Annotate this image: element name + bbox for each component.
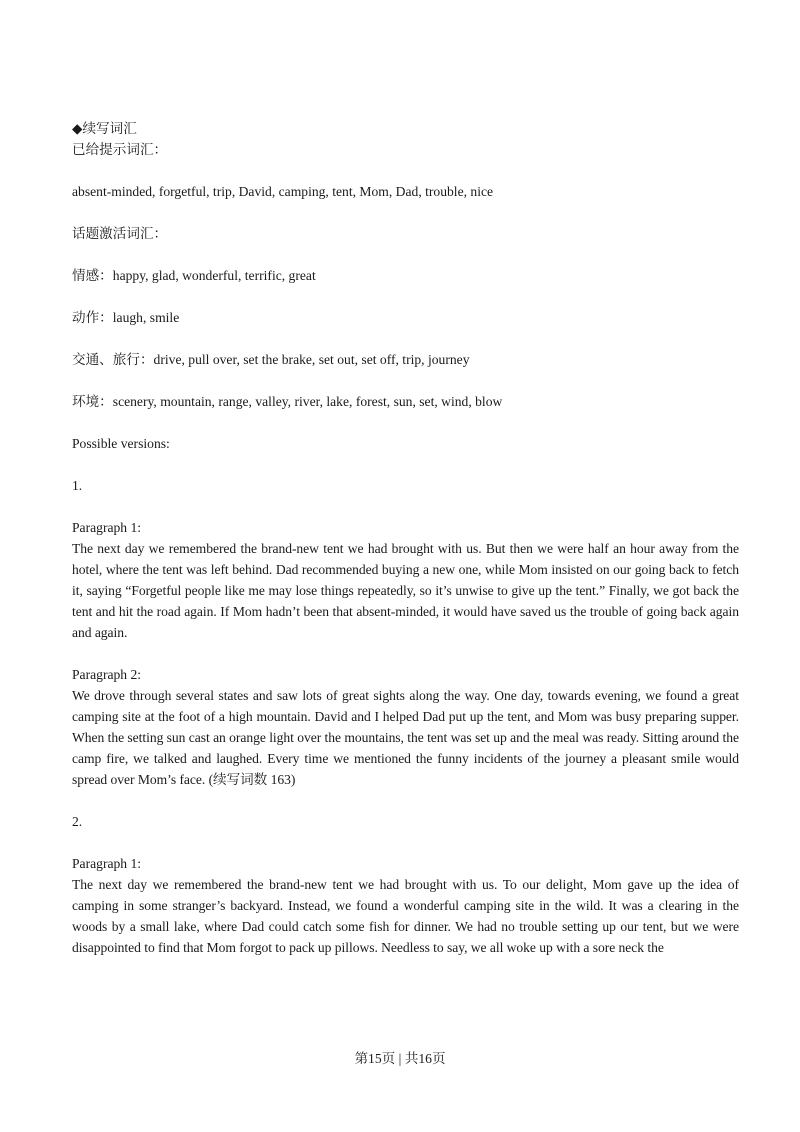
document-page [72, 118, 739, 958]
environment-vocab: 环境：scenery, mountain, range, valley, river, lake, forest, sun, set, wind, blow [72, 394, 503, 409]
action-vocab: 动作：laugh, smile [72, 310, 180, 325]
version-number: 1. [72, 478, 83, 493]
possible-versions-label: Possible versions: [72, 436, 170, 451]
paragraph-text: We drove through several states and saw lots of great sights along the way. One day, towards evening, we found a great camping site at the foot of a high mountain. David and I helped Dad put up the tent, and Mom was busy preparing supper. When the setting sun cast an orange light over the mountains, the tent was set up and the meal was ready. Sitting around the camp fire, we talked and laughed. Every time we mentioned the funny incidents of the journey a pleasant smile would spread over Mom’s face. (续写词数 163) [72, 688, 739, 787]
section-title: ◆续写词汇 [72, 121, 137, 136]
paragraph-label: Paragraph 1: [72, 520, 142, 535]
given-vocab: absent-minded, forgetful, trip, David, camping, tent, Mom, Dad, trouble, nice [72, 184, 494, 199]
emotion-vocab: 情感：happy, glad, wonderful, terrific, great [72, 268, 316, 283]
version-number: 2. [72, 814, 83, 829]
paragraph-label: Paragraph 1: [72, 856, 142, 871]
paragraph-text: The next day we remembered the brand-new tent we had brought with us. But then we were half an hour away from the hotel, where the tent was left behind. Dad recommended buying a new one, while Mom insisted on our going back to fetch it, saying “Forgetful people like me may lose things repeatedly, so it’s unwise to give up the tent.” Finally, we got back the tent and hit the road again. If Mom hadn’t been that absent-minded, it would have saved us the trouble of going back again and again. [72, 541, 739, 640]
topic-vocab-label: 话题激活词汇： [72, 226, 168, 241]
given-vocab-label: 已给提示词汇： [72, 142, 168, 157]
travel-vocab: 交通、旅行：drive, pull over, set the brake, set out, set off, trip, journey [72, 352, 470, 367]
paragraph-text: The next day we remembered the brand-new tent we had brought with us. To our delight, Mom gave up the idea of camping in some stranger’s backyard. Instead, we found a wonderful camping site in the wild. It was a clearing in the woods by a small lake, where Dad could catch some fish for dinner. We had no trouble setting up our tent, but we were disappointed to find that Mom forgot to pack up pillows. Needless to say, we all woke up with a sore neck the [72, 877, 739, 955]
page-footer: 第15页 | 共16页 [354, 1051, 446, 1066]
paragraph-label: Paragraph 2: [72, 667, 142, 682]
